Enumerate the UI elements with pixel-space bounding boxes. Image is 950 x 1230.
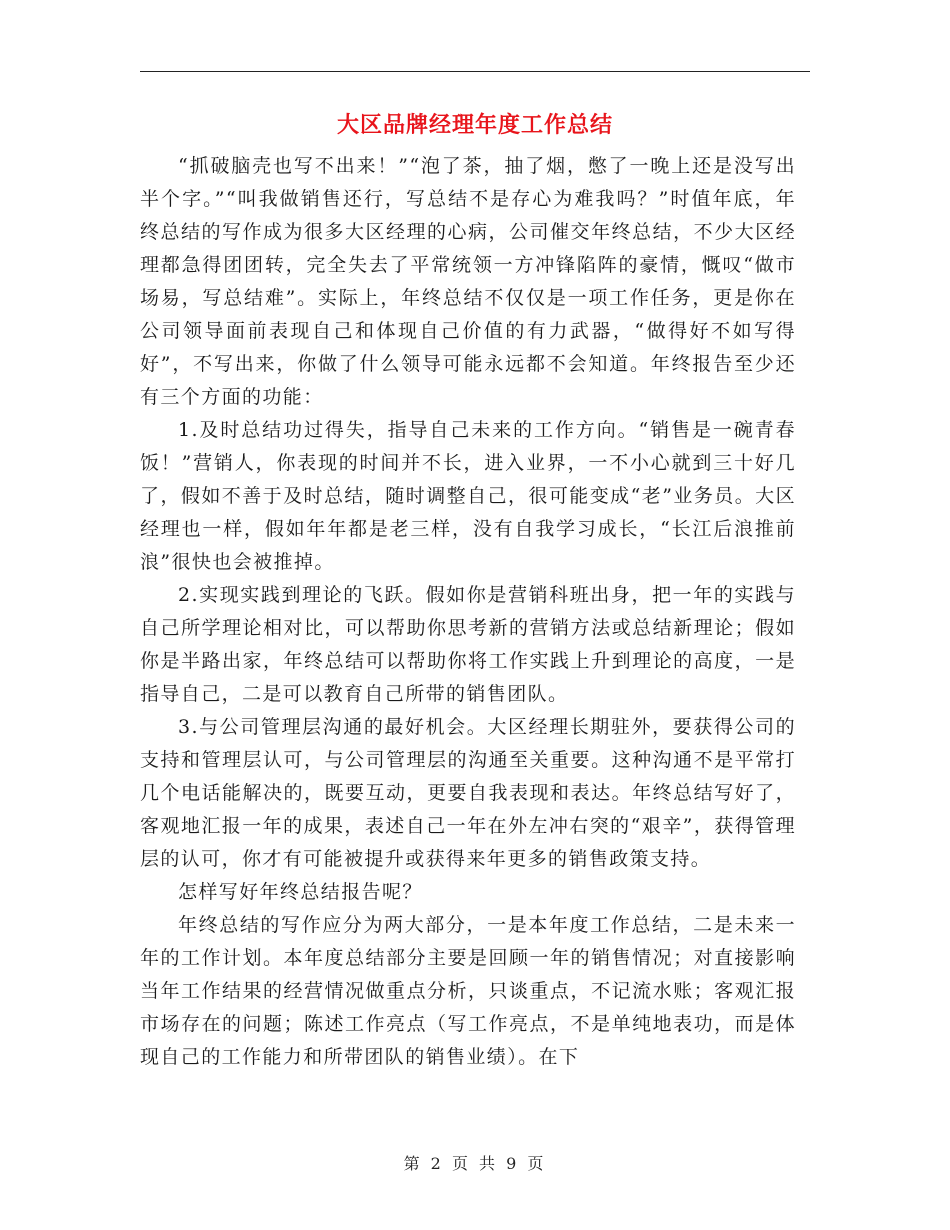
paragraph-point-1: 1.及时总结功过得失，指导自己未来的工作方向。“销售是一碗青春饭！”营销人，你表现的时间并不长，进入业界，一不小心就到三十好几了，假如不善于及时总结，随时调整自己，很可能变成“老”业务员。大区经理也一样，假如年年都是老三样，没有自我学习成长，“长江后浪推前浪”很快也会被推掉。 <box>140 419 796 573</box>
paragraph-point-3: 3.与公司管理层沟通的最好机会。大区经理长期驻外，要获得公司的支持和管理层认可，与公司管理层的沟通至关重要。这种沟通不是平常打几个电话能解决的，既要互动，更要自我表现和表达。年终总结写好了，客观地汇报一年的成果，表述自己一年在外左冲右突的“艰辛”，获得管理层的认可，你才有可能被提升或获得来年更多的销售政策支持。 <box>140 716 796 870</box>
paragraph-intro: “抓破脑壳也写不出来！”“泡了茶，抽了烟，憋了一晚上还是没写出半个字。”“叫我做销售还行，写总结不是存心为难我吗？”时值年底，年终总结的写作成为很多大区经理的心病，公司催交年终总结，不少大区经理都急得团团转，完全失去了平常统领一方冲锋陷阵的豪情，慨叹“做市场易，写总结难”。实际上，年终总结不仅仅是一项工作任务，更是你在公司领导面前表现自己和体现自己价值的有力武器，“做得好不如写得好”，不写出来，你做了什么领导可能永远都不会知道。年终报告至少还有三个方面的功能： <box>140 155 796 408</box>
paragraph-question: 怎样写好年终总结报告呢？ <box>178 881 423 903</box>
header-rule <box>140 71 810 72</box>
paragraph-point-2: 2.实现实践到理论的飞跃。假如你是营销科班出身，把一年的实践与自己所学理论相对比，可以帮助你思考新的营销方法或总结新理论；假如你是半路出家，年终总结可以帮助你将工作实践上升到理论的高度，一是指导自己，二是可以教育自己所带的销售团队。 <box>140 584 796 705</box>
document-title: 大区品牌经理年度工作总结 <box>336 112 613 138</box>
page-number-footer: 第 2 页 共 9 页 <box>403 1154 547 1173</box>
document-body <box>140 150 796 1074</box>
paragraph-structure: 年终总结的写作应分为两大部分，一是本年度工作总结，二是未来一年的工作计划。本年度总结部分主要是回顾一年的销售情况；对直接影响当年工作结果的经营情况做重点分析，只谈重点，不记流水账；客观汇报市场存在的问题；陈述工作亮点（写工作亮点，不是单纯地表功，而是体现自己的工作能力和所带团队的销售业绩）。在下 <box>140 914 796 1068</box>
